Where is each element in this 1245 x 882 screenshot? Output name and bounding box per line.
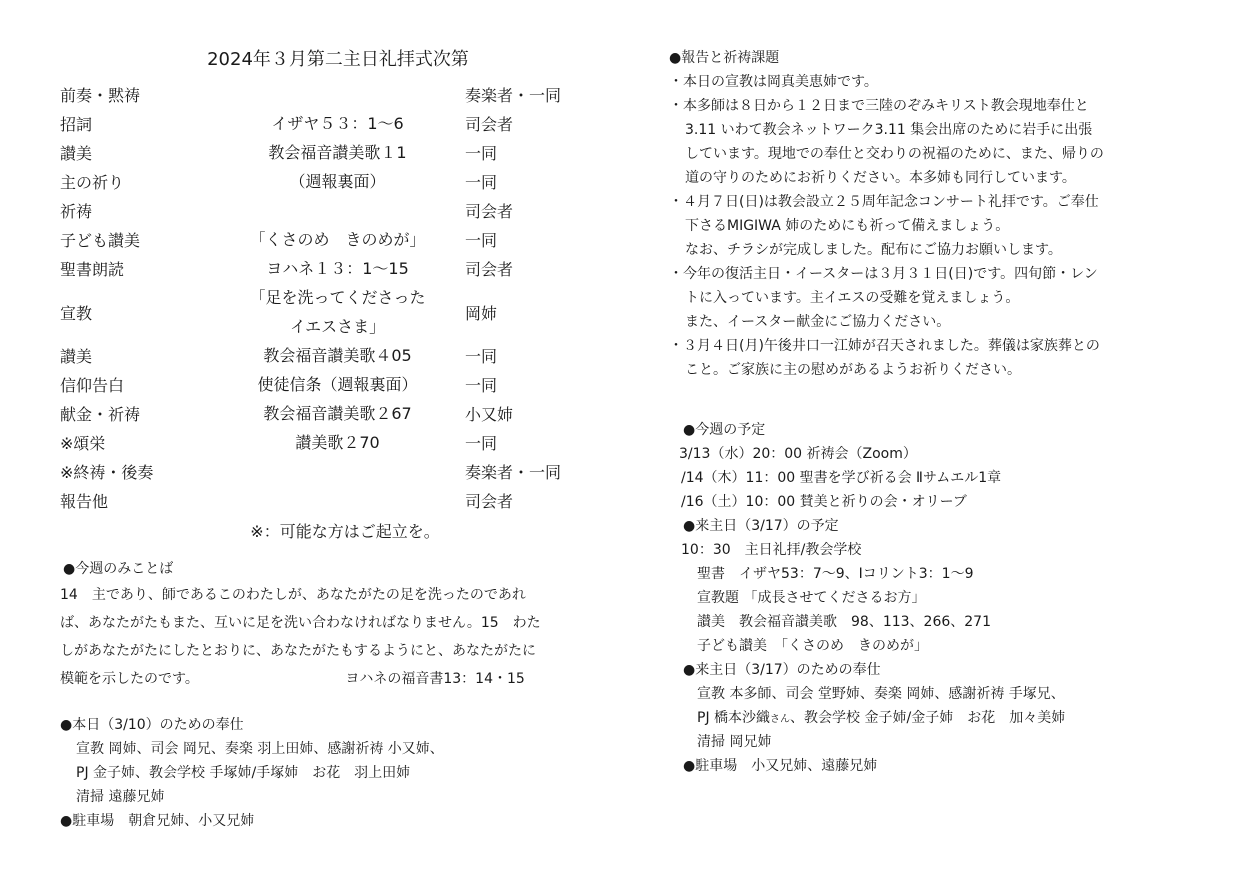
left-column [60, 40, 630, 833]
next-service-pj: PJ 橋本沙織 [697, 710, 771, 726]
report-item [669, 70, 1229, 94]
order-leader: 司会者 [465, 492, 514, 511]
next-service-heading: ●来主日（3/17）のための奉仕 [683, 662, 881, 678]
report-line: 道の守りのためにお祈りください。本多姉も同行しています。 [685, 170, 1076, 186]
right-column [669, 48, 1229, 778]
report-line: ・３月４日(月)午後井口一江姉が召天されました。葬儀は家族葬との [669, 338, 1100, 354]
order-leader: 一同 [465, 173, 498, 192]
order-row [60, 138, 630, 167]
report-item [669, 94, 1229, 190]
report-line: なお、チラシが完成しました。配布にご協力お願いします。 [685, 242, 1062, 258]
order-content: 教会福音讃美歌４05 [263, 346, 412, 365]
order-content: イザヤ５３：1～6 [271, 114, 404, 133]
order-part: ※終祷・後奏 [60, 463, 154, 482]
report-line: しています。現地での奉仕と交わりの祝福のために、また、帰りの [685, 146, 1104, 162]
order-row [60, 428, 630, 457]
order-row [60, 196, 630, 225]
order-part: 信仰告白 [60, 376, 125, 395]
order-leader: 一同 [465, 231, 498, 250]
today-service-heading: ●本日（3/10）のための奉仕 [60, 717, 244, 733]
report-item [669, 262, 1229, 334]
report-line: ・今年の復活主日・イースターは３月３１日(日)です。四旬節・レン [669, 266, 1098, 282]
report-line: 3.11 いわて教会ネットワーク3.11 集会出席のために岩手に出張 [685, 122, 1093, 138]
next-sunday-line: 子ども讃美 「くさのめ きのめが」 [697, 638, 928, 654]
next-parking: ●駐車場 小又兄姉、遠藤兄姉 [683, 758, 878, 774]
service-line: 清掃 遠藤兄姉 [76, 789, 165, 805]
reports-heading: ●報告と祈祷課題 [669, 50, 780, 66]
honorific-small: さん [770, 714, 791, 725]
service-line: 宣教 岡姉、司会 岡兄、奏楽 羽上田姉、感謝祈祷 小又姉、 [76, 741, 444, 757]
report-line: また、イースター献金にご協力ください。 [685, 314, 951, 330]
order-row [60, 341, 630, 370]
report-item [669, 190, 1229, 262]
order-row [60, 457, 630, 486]
schedule-line: /16（土）10：00 賛美と祈りの会・オリーブ [681, 494, 967, 510]
order-content [210, 283, 465, 341]
week-schedule-heading: ●今週の予定 [683, 422, 766, 438]
next-service-line: 清掃 岡兄姉 [697, 734, 772, 750]
report-line: ・本日の宣教は岡真美恵姉です。 [669, 74, 878, 90]
service-line: PJ 金子姉、教会学校 手塚姉/手塚姉 お花 羽上田姉 [76, 765, 411, 781]
next-sunday [669, 514, 1229, 658]
order-part: 讃美 [60, 347, 93, 366]
order-part: 招詞 [60, 115, 93, 134]
schedule-line: /14（木）11：00 聖書を学び祈る会 Ⅱサムエル1章 [681, 470, 1002, 486]
order-part: 讃美 [60, 144, 93, 163]
order-part: 報告他 [60, 492, 109, 511]
order-leader: 岡姉 [465, 303, 498, 323]
order-content: 教会福音讃美歌１1 [268, 143, 407, 162]
order-content: 讃美歌２70 [295, 433, 380, 452]
order-row [60, 399, 630, 428]
order-leader: 一同 [465, 347, 498, 366]
order-leader: 一同 [465, 376, 498, 395]
order-part: 祈祷 [60, 202, 93, 221]
today-parking: ●駐車場 朝倉兄姉、小又兄姉 [60, 813, 255, 829]
week-schedule [669, 418, 1229, 514]
order-part: 子ども讃美 [60, 231, 141, 250]
order-content: 「くさのめ きのめが」 [249, 230, 426, 249]
next-sunday-line: 宣教題 「成長させてくださるお方」 [697, 590, 926, 606]
next-service [669, 658, 1229, 778]
verse-last-line: 模範を示したのです。 [60, 671, 199, 687]
order-content: 教会福音讃美歌２67 [263, 404, 412, 423]
order-title: 2024年３月第二主日礼拝式次第 [207, 49, 469, 70]
order-row [60, 486, 630, 515]
order-leader: 司会者 [465, 115, 514, 134]
order-leader: 奏楽者・一同 [465, 463, 562, 482]
report-line: ・本多師は８日から１２日まで三陸のぞみキリスト教会現地奉仕と [669, 98, 1089, 114]
next-sunday-time: 10：30 主日礼拝/教会学校 [681, 542, 862, 558]
order-part: 前奏・黙祷 [60, 86, 141, 105]
order-row [60, 370, 630, 399]
report-item [669, 334, 1229, 382]
order-row [60, 283, 630, 341]
weekly-word-verse [60, 581, 630, 693]
verse-line: しがあなたがたにしたとおりに、あなたがたもするようにと、あなたがたに [60, 643, 536, 659]
next-sunday-line: 聖書 イザヤ53：7～9、Ⅰコリント3：1～9 [697, 566, 974, 582]
order-row [60, 80, 630, 109]
standing-note: ※：可能な方はご起立を。 [250, 522, 440, 541]
verse-line: 14 主であり、師であるこのわたしが、あなたがたの足を洗ったのであれ [60, 587, 526, 603]
report-line: こと。ご家族に主の慰めがあるようお祈りください。 [685, 362, 1021, 378]
next-sunday-heading: ●来主日（3/17）の予定 [683, 518, 839, 534]
schedule-line: 3/13（水）20：00 祈祷会（Zoom） [679, 446, 917, 462]
order-leader: 司会者 [465, 202, 514, 221]
next-service-line [669, 706, 1229, 730]
order-of-service [60, 80, 630, 515]
order-part: 献金・祈祷 [60, 405, 141, 424]
verse-line [60, 665, 630, 693]
sermon-title-line2: イエスさま」 [289, 317, 386, 336]
verse-reference: ヨハネの福音書13：14・15 [345, 671, 525, 687]
order-part: 聖書朗読 [60, 260, 125, 279]
report-line: 下さるMIGIWA 姉のためにも祈って備えましょう。 [685, 218, 1010, 234]
report-line: トに入っています。主イエスの受難を覚えましょう。 [685, 290, 1020, 306]
today-service [60, 713, 630, 833]
next-service-rest: 、教会学校 金子姉/金子姉 お花 加々美姉 [790, 710, 1066, 726]
order-row [60, 225, 630, 254]
weekly-word [60, 557, 630, 693]
sermon-title-line1: 「足を洗ってくださった [249, 288, 426, 307]
order-leader: 司会者 [465, 260, 514, 279]
order-leader: 一同 [465, 434, 498, 453]
order-row [60, 109, 630, 138]
order-part: 主の祈り [60, 173, 125, 192]
order-leader: 一同 [465, 144, 498, 163]
order-leader: 奏楽者・一同 [465, 86, 562, 105]
order-content: ヨハネ１３：1～15 [266, 259, 409, 278]
verse-line: ば、あなたがたもまた、互いに足を洗い合わなければなりません。15 わた [60, 615, 541, 631]
order-part: 宣教 [60, 303, 93, 323]
order-leader: 小又姉 [465, 405, 514, 424]
order-content: 使徒信条（週報裏面） [257, 375, 418, 394]
order-part: ※頌栄 [60, 434, 106, 453]
order-row [60, 167, 630, 196]
order-row [60, 254, 630, 283]
order-content: （週報裏面） [289, 172, 386, 191]
next-service-line: 宣教 本多師、司会 堂野姉、奏楽 岡姉、感謝祈祷 手塚兄、 [697, 686, 1065, 702]
next-sunday-line: 讃美 教会福音讃美歌 98、113、266、271 [697, 614, 991, 630]
weekly-word-heading: ●今週のみことば [63, 561, 174, 577]
report-line: ・４月７日(日)は教会設立２５周年記念コンサート礼拝です。ご奉仕 [669, 194, 1099, 210]
